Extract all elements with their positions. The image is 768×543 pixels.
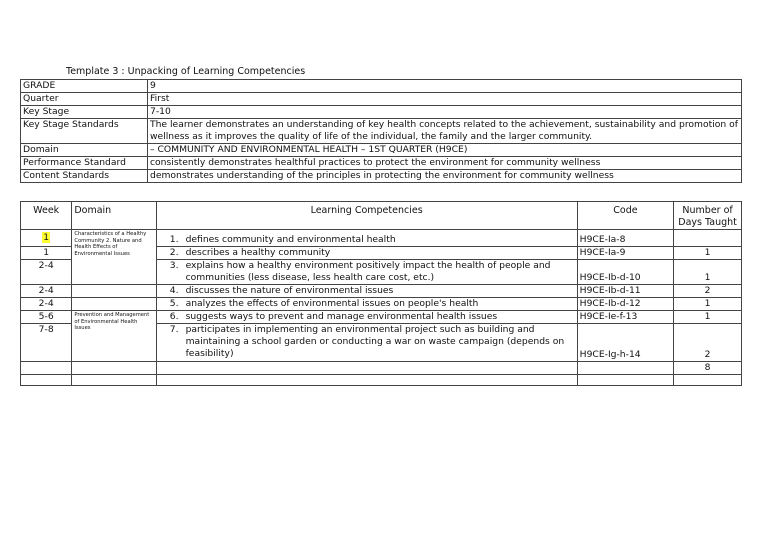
code-header: Code	[577, 202, 674, 230]
item-number: 2.	[169, 247, 179, 258]
competency-text: analyzes the effects of environmental issues on people's health	[185, 298, 479, 309]
domain-cell: Prevention and Management of Environmental Health Issues	[72, 311, 156, 362]
field-value: 7-10	[148, 106, 742, 119]
days-cell: 1	[674, 260, 742, 285]
header-row	[21, 202, 742, 230]
week-cell: 7-8	[21, 324, 72, 362]
competency-text: discusses the nature of environmental issues	[185, 285, 394, 296]
days-cell: 1	[674, 298, 742, 311]
code-cell: H9CE-Ia-9	[577, 247, 674, 260]
table-row	[21, 119, 742, 144]
empty-cell	[72, 375, 156, 386]
competency-cell	[156, 285, 577, 298]
item-number: 7.	[169, 324, 179, 335]
empty-cell	[72, 362, 156, 375]
domain-cell-empty	[72, 285, 156, 298]
page-title: Template 3 : Unpacking of Learning Competencies	[66, 66, 306, 77]
days-cell: 2	[674, 285, 742, 298]
code-cell: H9CE-Ie-f-13	[577, 311, 674, 324]
days-header: Number of Days Taught	[674, 202, 742, 230]
competency-cell	[156, 324, 577, 362]
competency-text: suggests ways to prevent and manage environmental health issues	[185, 311, 498, 322]
empty-cell	[577, 375, 674, 386]
total-days: 8	[674, 362, 742, 375]
table-row	[21, 230, 742, 247]
competency-text: defines community and environmental health	[185, 234, 396, 245]
domain-cell-empty	[72, 298, 156, 311]
field-label: Key Stage	[21, 106, 148, 119]
week-cell: 2-4	[21, 285, 72, 298]
table-row	[21, 375, 742, 386]
empty-cell	[674, 375, 742, 386]
competency-text: explains how a healthy environment positively impact the health of people and communities (less disease, less health care cost, etc.)	[185, 260, 551, 283]
competencies-table	[20, 201, 742, 386]
competency-cell	[156, 230, 577, 247]
code-cell: H9CE-Ib-d-10	[577, 260, 674, 285]
field-value: First	[148, 93, 742, 106]
days-cell: 1	[674, 247, 742, 260]
table-row	[21, 144, 742, 157]
overview-table	[20, 79, 742, 183]
days-cell	[674, 230, 742, 247]
competency-cell	[156, 247, 577, 260]
item-number: 5.	[169, 298, 179, 309]
domain-header: Domain	[72, 202, 156, 230]
code-cell: H9CE-Ib-d-12	[577, 298, 674, 311]
field-label: Quarter	[21, 93, 148, 106]
table-row	[21, 170, 742, 183]
field-label: Key Stage Standards	[21, 119, 148, 144]
item-number: 4.	[169, 285, 179, 296]
field-value: – COMMUNITY AND ENVIRONMENTAL HEALTH – 1ST QUARTER (H9CE)	[148, 144, 742, 157]
code-cell: H9CE-Ig-h-14	[577, 324, 674, 362]
table-row	[21, 311, 742, 324]
week-cell	[21, 230, 72, 247]
field-label: Performance Standard	[21, 157, 148, 170]
code-cell: H9CE-Ib-d-11	[577, 285, 674, 298]
table-row	[21, 157, 742, 170]
table-row	[21, 106, 742, 119]
competency-cell	[156, 298, 577, 311]
field-label: Content Standards	[21, 170, 148, 183]
table-row	[21, 298, 742, 311]
days-cell: 2	[674, 324, 742, 362]
table-row	[21, 80, 742, 93]
week-header: Week	[21, 202, 72, 230]
competency-cell	[156, 311, 577, 324]
table-row	[21, 285, 742, 298]
week-cell: 1	[21, 247, 72, 260]
week-cell: 2-4	[21, 298, 72, 311]
item-number: 3.	[169, 260, 179, 271]
table-row	[21, 93, 742, 106]
field-value: The learner demonstrates an understanding of key health concepts related to the achievement, sustainability and promotion of wellness as it improves the quality of life of the individual, the family and the larger community.	[148, 119, 742, 144]
empty-cell	[156, 375, 577, 386]
empty-cell	[156, 362, 577, 375]
competency-cell	[156, 260, 577, 285]
competency-text: describes a healthy community	[185, 247, 331, 258]
week-cell: 2-4	[21, 260, 72, 285]
domain-cell: Characteristics of a Healthy Community 2. Nature and Health Effects of Environmental Issues	[72, 230, 156, 285]
empty-cell	[577, 362, 674, 375]
empty-cell	[21, 362, 72, 375]
field-value: consistently demonstrates healthful practices to protect the environment for community wellness	[148, 157, 742, 170]
total-row	[21, 362, 742, 375]
field-value: 9	[148, 80, 742, 93]
field-label: Domain	[21, 144, 148, 157]
highlighted-week: 1	[43, 232, 50, 243]
week-cell: 5-6	[21, 311, 72, 324]
competency-text: participates in implementing an environmental project such as building and maintaining a school garden or conducting a war on waste campaign (depends on feasibility)	[185, 324, 565, 359]
item-number: 1.	[169, 234, 179, 245]
field-value: demonstrates understanding of the principles in protecting the environment for community wellness	[148, 170, 742, 183]
item-number: 6.	[169, 311, 179, 322]
empty-cell	[21, 375, 72, 386]
days-cell: 1	[674, 311, 742, 324]
field-label: GRADE	[21, 80, 148, 93]
code-cell: H9CE-Ia-8	[577, 230, 674, 247]
competencies-header: Learning Competencies	[156, 202, 577, 230]
